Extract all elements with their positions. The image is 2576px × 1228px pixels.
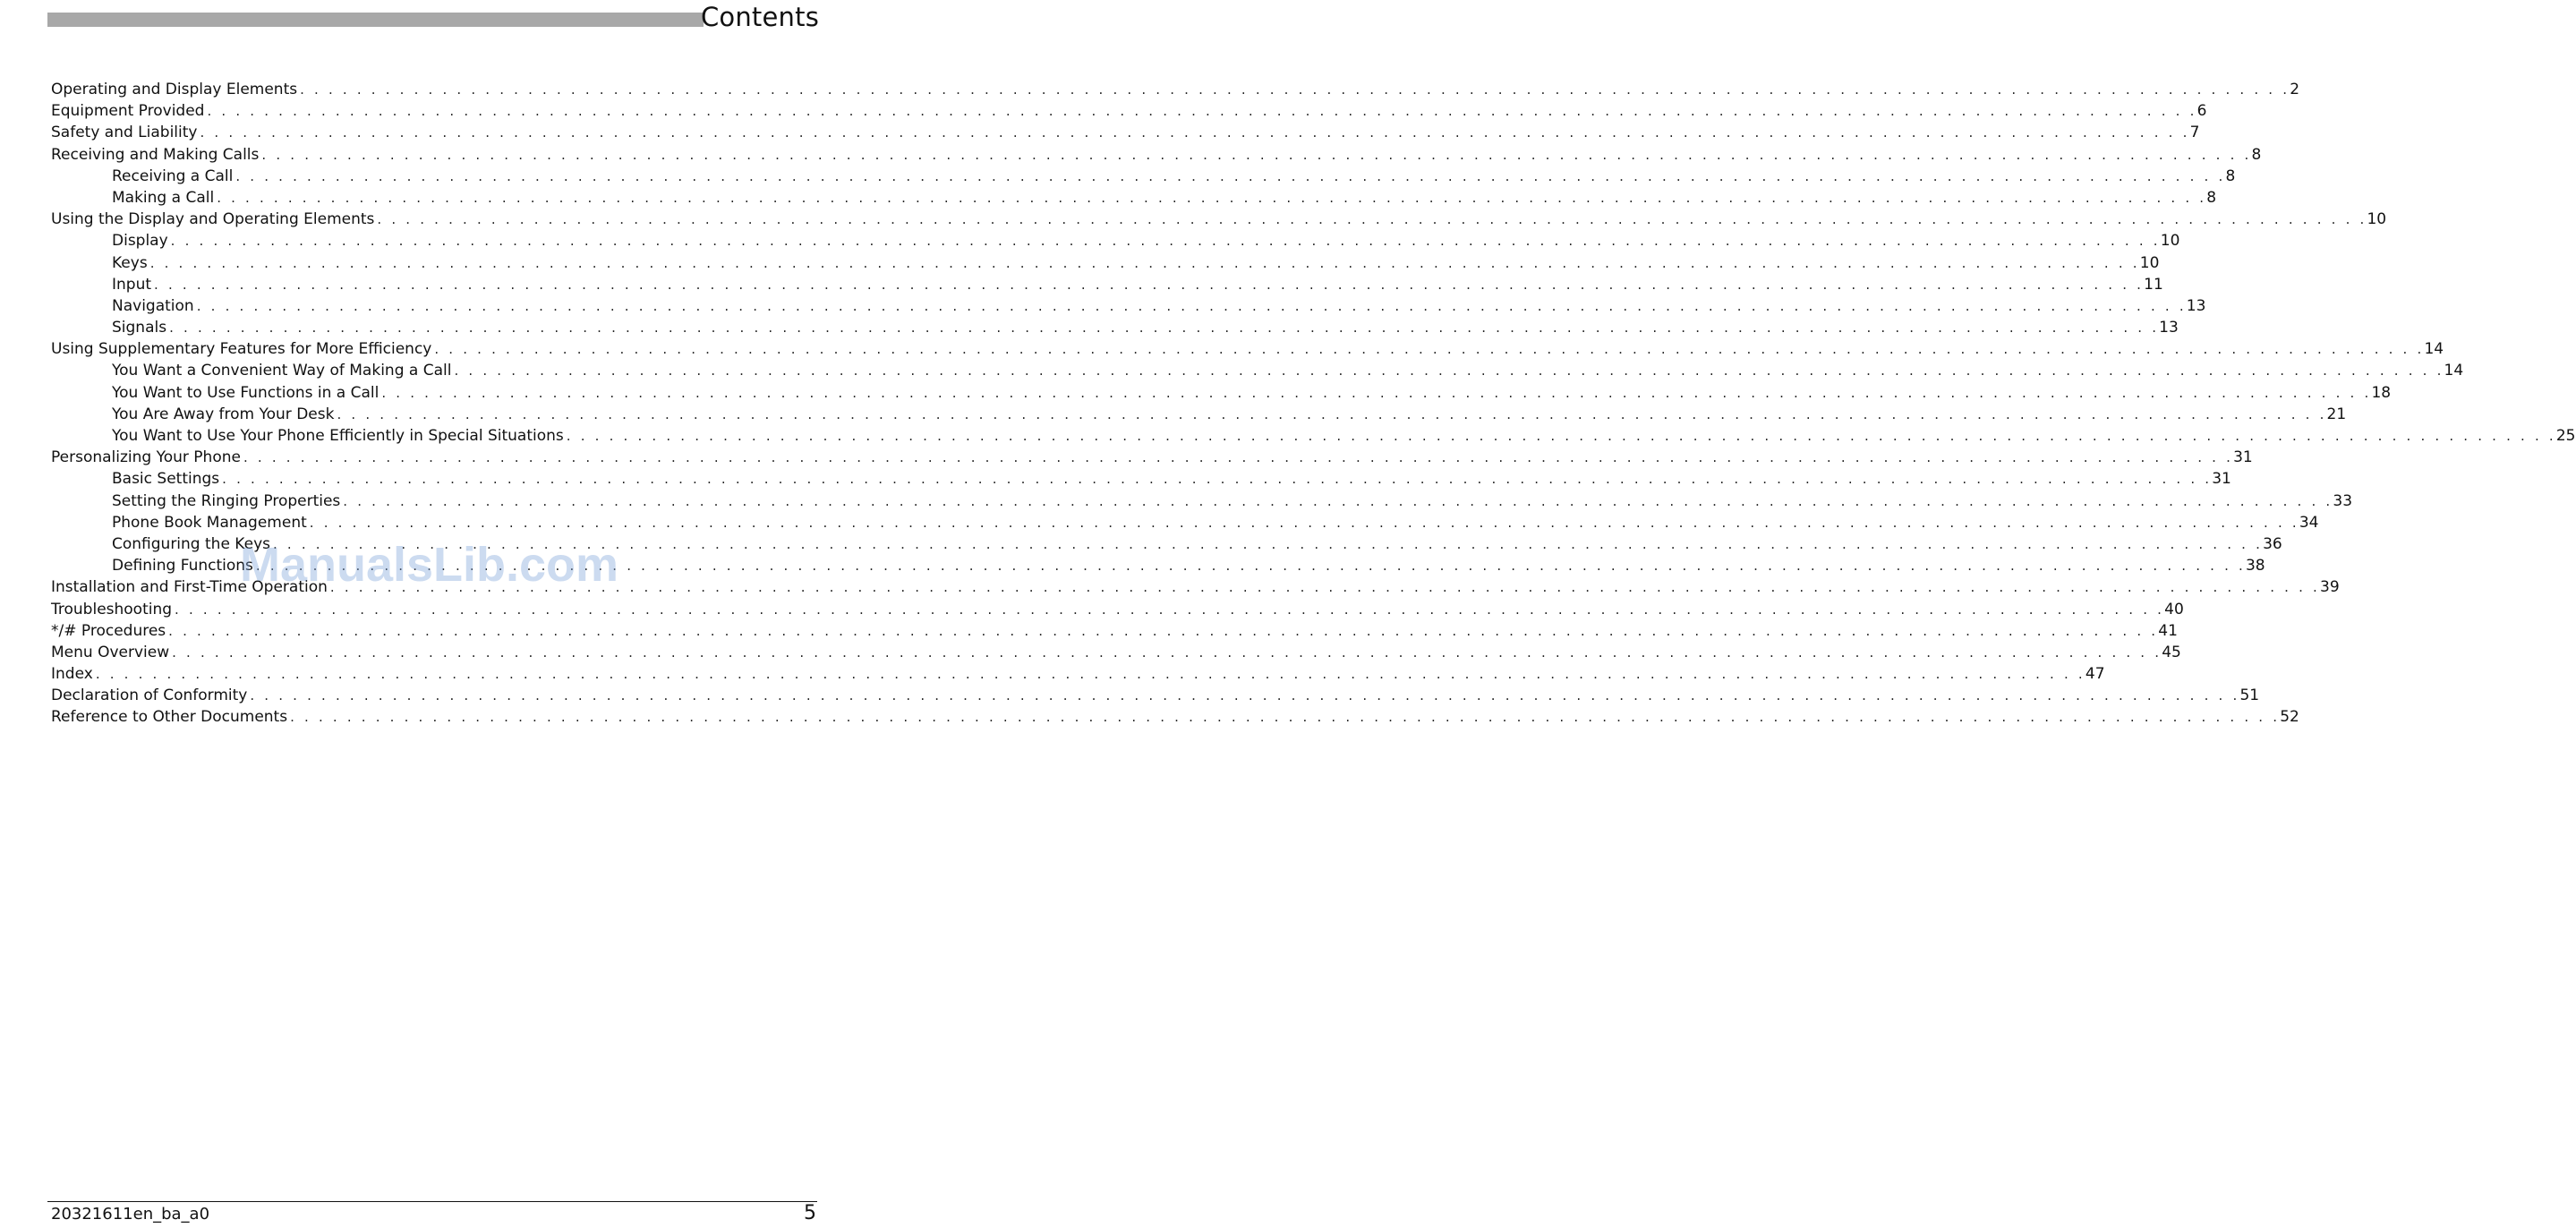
toc-entry[interactable] [51, 706, 2299, 728]
toc-entry-title: Defining Functions [112, 557, 253, 576]
toc-entry-title: Signals [112, 319, 167, 337]
toc-entry[interactable] [51, 576, 2340, 598]
toc-dot-leader: . . . . . . . . . . . . . . . . . . . . . . . . . . . . . . . . . . . . . . . . . . . . . . . . . . . . . . . . . . . . . . . . . . . . . . . . . . . . . . . . . . . . . . . . . . . . . . . . . . . . . . . . . . . . . . . . . . . . . . . . . . . . . . . . . . . . . . . . . . . . [175, 601, 2165, 618]
toc-entry[interactable] [51, 166, 2236, 187]
toc-dot-leader: . . . . . . . . . . . . . . . . . . . . . . . . . . . . . . . . . . . . . . . . . . . . . . . . . . . . . . . . . . . . . . . . . . . . . . . . . . . . . . . . . . . . . . . . . . . . . . . . . . . . . . . . . . . . . . . . . . . . . . . . . . . . . . . . . . . . . . . . . . . . [272, 535, 2264, 552]
toc-entry-page: 8 [2225, 166, 2236, 185]
toc-entry-title: Safety and Liability [51, 124, 198, 142]
toc-dot-leader: . . . . . . . . . . . . . . . . . . . . . . . . . . . . . . . . . . . . . . . . . . . . . . . . . . . . . . . . . . . . . . . . . . . . . . . . . . . . . . . . . . . . . . . . . . . . . . . . . . . . . . . . . . . . . . . . . . . . . . . . . . . . . . . . . . . . . . . . . . . . [149, 254, 2140, 271]
toc-entry-page: 45 [2162, 643, 2181, 661]
toc-entry-page: 51 [2239, 686, 2260, 705]
toc-entry-page: 10 [2160, 232, 2180, 251]
toc-entry[interactable] [51, 599, 2184, 620]
toc-dot-leader: . . . . . . . . . . . . . . . . . . . . . . . . . . . . . . . . . . . . . . . . . . . . . . . . . . . . . . . . . . . . . . . . . . . . . . . . . . . . . . . . . . . . . . . . . . . . . . . . . . . . . . . . . . . . . . . . . . . . . . . . . . . . . . . . . . . . . . . . . . . . [343, 492, 2333, 509]
toc-entry[interactable] [51, 425, 2576, 447]
toc-entry[interactable] [51, 187, 2217, 209]
toc-entry-title: Operating and Display Elements [51, 81, 298, 98]
toc-entry-page: 13 [2159, 319, 2179, 337]
toc-dot-leader: . . . . . . . . . . . . . . . . . . . . . . . . . . . . . . . . . . . . . . . . . . . . . . . . . . . . . . . . . . . . . . . . . . . . . . . . . . . . . . . . . . . . . . . . . . . . . . . . . . . . . . . . . . . . . . . . . . . . . . . . . . . . . . . . . . . . . . . . . . . . [95, 666, 2086, 683]
toc-entry-title: Keys [112, 253, 148, 272]
toc-entry-page: 31 [2233, 448, 2253, 467]
toc-entry[interactable] [51, 317, 2179, 338]
toc-entry-title: You Want to Use Your Phone Efficiently in Special Situations [112, 427, 564, 445]
toc-entry-title: Reference to Other Documents [51, 708, 288, 727]
toc-entry-page: 8 [2206, 188, 2217, 207]
toc-dot-leader: . . . . . . . . . . . . . . . . . . . . . . . . . . . . . . . . . . . . . . . . . . . . . . . . . . . . . . . . . . . . . . . . . . . . . . . . . . . . . . . . . . . . . . . . . . . . . . . . . . . . . . . . . . . . . . . . . . . . . . . . . . . . . . . . . . . . . . . . . . . . [222, 471, 2213, 488]
header-bar [47, 13, 704, 27]
toc-entry-page: 41 [2158, 621, 2178, 640]
toc-entry[interactable] [51, 555, 2265, 576]
toc-entry[interactable] [51, 382, 2392, 404]
toc-entry[interactable] [51, 79, 2300, 100]
toc-entry-page: 10 [2367, 210, 2387, 229]
toc-entry[interactable] [51, 295, 2206, 317]
toc-entry-page: 34 [2299, 513, 2319, 532]
toc-entry-page: 14 [2424, 340, 2444, 359]
toc-entry-page: 31 [2212, 470, 2231, 489]
toc-entry[interactable] [51, 230, 2180, 252]
toc-entry-page: 33 [2333, 491, 2353, 510]
footer-divider [47, 1201, 817, 1202]
toc-dot-leader: . . . . . . . . . . . . . . . . . . . . . . . . . . . . . . . . . . . . . . . . . . . . . . . . . . . . . . . . . . . . . . . . . . . . . . . . . . . . . . . . . . . . . . . . . . . . . . . . . . . . . . . . . . . . . . . . . . . . . . . . . . . . . . . . . . . . . . . . . . . . [300, 81, 2290, 98]
toc-dot-leader: . . . . . . . . . . . . . . . . . . . . . . . . . . . . . . . . . . . . . . . . . . . . . . . . . . . . . . . . . . . . . . . . . . . . . . . . . . . . . . . . . . . . . . . . . . . . . . . . . . . . . . . . . . . . . . . . . . . . . . . . . . . . . . . . . . . . . . . . . . . . [172, 644, 2162, 661]
toc-entry-title: Declaration of Conformity [51, 686, 248, 705]
toc-entry[interactable] [51, 490, 2353, 512]
toc-entry-title: Menu Overview [51, 643, 170, 661]
toc-dot-leader: . . . . . . . . . . . . . . . . . . . . . . . . . . . . . . . . . . . . . . . . . . . . . . . . . . . . . . . . . . . . . . . . . . . . . . . . . . . . . . . . . . . . . . . . . . . . . . . . . . . . . . . . . . . . . . . . . . . . . . . . . . . . . . . . . . . . . . . . . . . . [196, 297, 2187, 314]
toc-dot-leader: . . . . . . . . . . . . . . . . . . . . . . . . . . . . . . . . . . . . . . . . . . . . . . . . . . . . . . . . . . . . . . . . . . . . . . . . . . . . . . . . . . . . . . . . . . . . . . . . . . . . . . . . . . . . . . . . . . . . . . . . . . . . . . . . . . . . . . . . . . . . [434, 341, 2425, 358]
toc-entry-page: 18 [2371, 383, 2392, 402]
toc-dot-leader: . . . . . . . . . . . . . . . . . . . . . . . . . . . . . . . . . . . . . . . . . . . . . . . . . . . . . . . . . . . . . . . . . . . . . . . . . . . . . . . . . . . . . . . . . . . . . . . . . . . . . . . . . . . . . . . . . . . . . . . . . . . . . . . . . . . . . . . . . . . . [329, 579, 2320, 596]
toc-entry[interactable] [51, 663, 2105, 685]
toc-entry-title: Setting the Ringing Properties [112, 491, 341, 510]
toc-entry-page: 11 [2144, 275, 2163, 294]
toc-entry-title: Receiving a Call [112, 166, 234, 185]
toc-dot-leader: . . . . . . . . . . . . . . . . . . . . . . . . . . . . . . . . . . . . . . . . . . . . . . . . . . . . . . . . . . . . . . . . . . . . . . . . . . . . . . . . . . . . . . . . . . . . . . . . . . . . . . . . . . . . . . . . . . . . . . . . . . . . . . . . . . . . . . . . . . . . [217, 189, 2207, 206]
toc-dot-leader: . . . . . . . . . . . . . . . . . . . . . . . . . . . . . . . . . . . . . . . . . . . . . . . . . . . . . . . . . . . . . . . . . . . . . . . . . . . . . . . . . . . . . . . . . . . . . . . . . . . . . . . . . . . . . . . . . . . . . . . . . . . . . . . . . . . . . . . . . . . . [377, 211, 2367, 228]
toc-entry-page: 10 [2139, 253, 2160, 272]
toc-entry-title: You Are Away from Your Desk [112, 405, 335, 423]
toc-entry-page: 38 [2245, 557, 2265, 576]
watermark: ManualsLib.com [240, 538, 619, 592]
toc-entry[interactable] [51, 100, 2207, 122]
toc-entry-title: Using Supplementary Features for More Efficiency [51, 340, 432, 359]
toc-entry-title: Equipment Provided [51, 102, 205, 121]
toc-dot-leader: . . . . . . . . . . . . . . . . . . . . . . . . . . . . . . . . . . . . . . . . . . . . . . . . . . . . . . . . . . . . . . . . . . . . . . . . . . . . . . . . . . . . . . . . . . . . . . . . . . . . . . . . . . . . . . . . . . . . . . . . . . . . . . . . . . . . . . . . . . . . [337, 405, 2327, 422]
toc-dot-leader: . . . . . . . . . . . . . . . . . . . . . . . . . . . . . . . . . . . . . . . . . . . . . . . . . . . . . . . . . . . . . . . . . . . . . . . . . . . . . . . . . . . . . . . . . . . . . . . . . . . . . . . . . . . . . . . . . . . . . . . . . . . . . . . . . . . . . . . . . . . . [154, 276, 2145, 293]
table-of-contents [51, 79, 2576, 729]
toc-dot-leader: . . . . . . . . . . . . . . . . . . . . . . . . . . . . . . . . . . . . . . . . . . . . . . . . . . . . . . . . . . . . . . . . . . . . . . . . . . . . . . . . . . . . . . . . . . . . . . . . . . . . . . . . . . . . . . . . . . . . . . . . . . . . . . . . . . . . . . . . . . . . [207, 103, 2197, 120]
toc-entry-page: 2 [2290, 81, 2300, 98]
toc-dot-leader: . . . . . . . . . . . . . . . . . . . . . . . . . . . . . . . . . . . . . . . . . . . . . . . . . . . . . . . . . . . . . . . . . . . . . . . . . . . . . . . . . . . . . . . . . . . . . . . . . . . . . . . . . . . . . . . . . . . . . . . . . . . . . . . . . . . . . . . . . . . . [243, 449, 2234, 466]
toc-entry-title: You Want to Use Functions in a Call [112, 383, 380, 402]
toc-entry-title: Index [51, 665, 93, 684]
toc-entry[interactable] [51, 468, 2231, 490]
toc-dot-leader: . . . . . . . . . . . . . . . . . . . . . . . . . . . . . . . . . . . . . . . . . . . . . . . . . . . . . . . . . . . . . . . . . . . . . . . . . . . . . . . . . . . . . . . . . . . . . . . . . . . . . . . . . . . . . . . . . . . . . . . . . . . . . . . . . . . . . . . . . . . . [250, 687, 2240, 704]
toc-dot-leader: . . . . . . . . . . . . . . . . . . . . . . . . . . . . . . . . . . . . . . . . . . . . . . . . . . . . . . . . . . . . . . . . . . . . . . . . . . . . . . . . . . . . . . . . . . . . . . . . . . . . . . . . . . . . . . . . . . . . . . . . . . . . . . . . . . . . . . . . . . . . [309, 514, 2299, 531]
toc-entry[interactable] [51, 209, 2387, 230]
toc-dot-leader: . . . . . . . . . . . . . . . . . . . . . . . . . . . . . . . . . . . . . . . . . . . . . . . . . . . . . . . . . . . . . . . . . . . . . . . . . . . . . . . . . . . . . . . . . . . . . . . . . . . . . . . . . . . . . . . . . . . . . . . . . . . . . . . . . . . . . . . . . . . . [169, 320, 2160, 337]
toc-entry-title: Phone Book Management [112, 513, 307, 532]
toc-entry-title: */# Procedures [51, 621, 166, 640]
page-title: Contents [700, 2, 819, 32]
toc-entry-title: Using the Display and Operating Elements [51, 210, 375, 229]
toc-dot-leader: . . . . . . . . . . . . . . . . . . . . . . . . . . . . . . . . . . . . . . . . . . . . . . . . . . . . . . . . . . . . . . . . . . . . . . . . . . . . . . . . . . . . . . . . . . . . . . . . . . . . . . . . . . . . . . . . . . . . . . . . . . . . . . . . . . . . . . . . . . . . [290, 709, 2281, 726]
toc-entry-page: 14 [2444, 362, 2464, 380]
toc-entry[interactable] [51, 404, 2347, 425]
toc-dot-leader: . . . . . . . . . . . . . . . . . . . . . . . . . . . . . . . . . . . . . . . . . . . . . . . . . . . . . . . . . . . . . . . . . . . . . . . . . . . . . . . . . . . . . . . . . . . . . . . . . . . . . . . . . . . . . . . . . . . . . . . . . . . . . . . . . . . . . . . . . . . . [261, 146, 2252, 163]
toc-entry[interactable] [51, 533, 2282, 555]
toc-entry[interactable] [51, 642, 2181, 663]
toc-entry-title: Troubleshooting [51, 600, 173, 618]
document-number: 20321611en_ba_a0 [51, 1205, 210, 1224]
toc-entry-title: Navigation [112, 296, 194, 315]
toc-entry[interactable] [51, 252, 2160, 274]
toc-dot-leader: . . . . . . . . . . . . . . . . . . . . . . . . . . . . . . . . . . . . . . . . . . . . . . . . . . . . . . . . . . . . . . . . . . . . . . . . . . . . . . . . . . . . . . . . . . . . . . . . . . . . . . . . . . . . . . . . . . . . . . . . . . . . . . . . . . . . . . . . . . . . [454, 362, 2444, 379]
toc-entry-page: 21 [2326, 405, 2347, 423]
toc-entry-title: Display [112, 232, 168, 251]
toc-entry[interactable] [51, 360, 2464, 381]
toc-entry[interactable] [51, 685, 2260, 706]
toc-entry-title: Input [112, 275, 152, 294]
toc-entry[interactable] [51, 338, 2444, 360]
toc-dot-leader: . . . . . . . . . . . . . . . . . . . . . . . . . . . . . . . . . . . . . . . . . . . . . . . . . . . . . . . . . . . . . . . . . . . . . . . . . . . . . . . . . . . . . . . . . . . . . . . . . . . . . . . . . . . . . . . . . . . . . . . . . . . . . . . . . . . . . . . . . . . . [255, 558, 2246, 575]
toc-entry-page: 13 [2186, 296, 2206, 315]
toc-entry-page: 40 [2164, 600, 2184, 618]
toc-entry-page: 7 [2189, 124, 2200, 142]
toc-entry-title: Installation and First-Time Operation [51, 578, 328, 597]
toc-entry[interactable] [51, 144, 2262, 166]
toc-entry-page: 47 [2085, 665, 2105, 684]
toc-entry-title: Basic Settings [112, 470, 220, 489]
toc-entry[interactable] [51, 274, 2163, 295]
toc-entry-page: 6 [2196, 102, 2207, 121]
toc-entry-title: Receiving and Making Calls [51, 145, 260, 164]
toc-dot-leader: . . . . . . . . . . . . . . . . . . . . . . . . . . . . . . . . . . . . . . . . . . . . . . . . . . . . . . . . . . . . . . . . . . . . . . . . . . . . . . . . . . . . . . . . . . . . . . . . . . . . . . . . . . . . . . . . . . . . . . . . . . . . . . . . . . . . . . . . . . . . [566, 428, 2556, 444]
toc-dot-leader: . . . . . . . . . . . . . . . . . . . . . . . . . . . . . . . . . . . . . . . . . . . . . . . . . . . . . . . . . . . . . . . . . . . . . . . . . . . . . . . . . . . . . . . . . . . . . . . . . . . . . . . . . . . . . . . . . . . . . . . . . . . . . . . . . . . . . . . . . . . . [235, 167, 2226, 184]
toc-dot-leader: . . . . . . . . . . . . . . . . . . . . . . . . . . . . . . . . . . . . . . . . . . . . . . . . . . . . . . . . . . . . . . . . . . . . . . . . . . . . . . . . . . . . . . . . . . . . . . . . . . . . . . . . . . . . . . . . . . . . . . . . . . . . . . . . . . . . . . . . . . . . [381, 384, 2372, 401]
toc-entry-page: 25 [2555, 427, 2576, 445]
toc-entry[interactable] [51, 620, 2178, 642]
toc-dot-leader: . . . . . . . . . . . . . . . . . . . . . . . . . . . . . . . . . . . . . . . . . . . . . . . . . . . . . . . . . . . . . . . . . . . . . . . . . . . . . . . . . . . . . . . . . . . . . . . . . . . . . . . . . . . . . . . . . . . . . . . . . . . . . . . . . . . . . . . . . . . . [168, 622, 2159, 639]
toc-entry[interactable] [51, 512, 2319, 533]
toc-entry-page: 36 [2263, 534, 2282, 553]
toc-dot-leader: . . . . . . . . . . . . . . . . . . . . . . . . . . . . . . . . . . . . . . . . . . . . . . . . . . . . . . . . . . . . . . . . . . . . . . . . . . . . . . . . . . . . . . . . . . . . . . . . . . . . . . . . . . . . . . . . . . . . . . . . . . . . . . . . . . . . . . . . . . . . [200, 124, 2190, 141]
toc-entry-title: Making a Call [112, 188, 215, 207]
toc-entry-title: Personalizing Your Phone [51, 448, 241, 467]
toc-entry[interactable] [51, 122, 2200, 143]
toc-entry[interactable] [51, 447, 2253, 468]
toc-dot-leader: . . . . . . . . . . . . . . . . . . . . . . . . . . . . . . . . . . . . . . . . . . . . . . . . . . . . . . . . . . . . . . . . . . . . . . . . . . . . . . . . . . . . . . . . . . . . . . . . . . . . . . . . . . . . . . . . . . . . . . . . . . . . . . . . . . . . . . . . . . . . [170, 233, 2161, 250]
toc-entry-title: Configuring the Keys [112, 534, 270, 553]
toc-entry-page: 52 [2280, 708, 2299, 727]
page-number: 5 [804, 1202, 816, 1224]
toc-entry-title: You Want a Convenient Way of Making a Call [112, 362, 452, 380]
toc-entry-page: 8 [2251, 145, 2262, 164]
toc-entry-page: 39 [2320, 578, 2340, 597]
